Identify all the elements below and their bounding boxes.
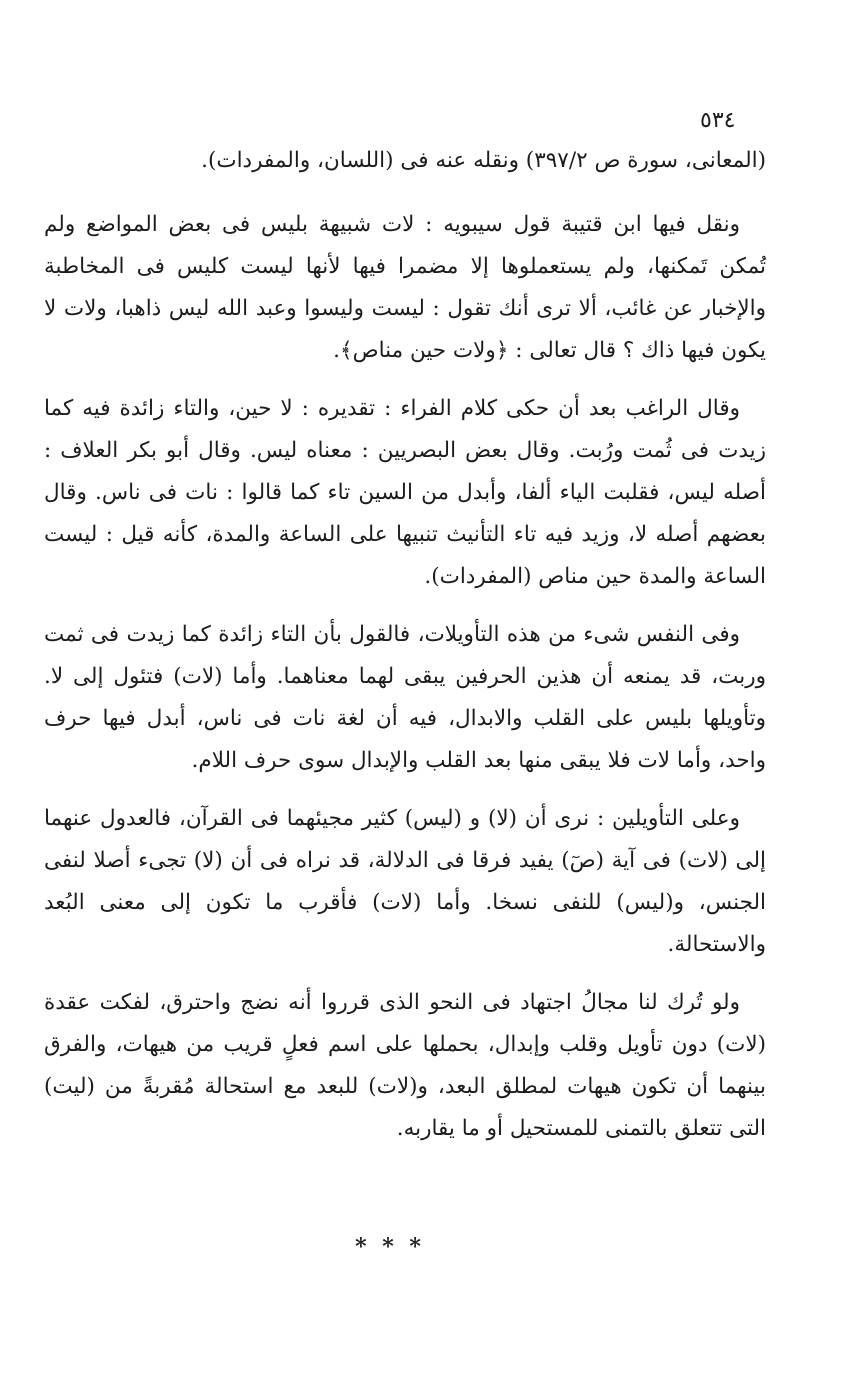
paragraph-raghib: وقال الراغب بعد أن حكى كلام الفراء : تقديره : لا حين، والتاء زائدة فيه كما زيدت فى ثُمت ورُبت. وقال بعض البصريين : معناه ليس. وقال أبو بكر العلاف : أصله ليس، فقلبت الياء ألفا، وأبدل من السين تاء كما قالوا : نات فى ناس. وقال بعضهم أصله لا، وزيد فيه تاء التأنيث تنبيها على الساعة والمدة، كأنه قيل : ليست الساعة والمدة حين مناص (المفردات).: [44, 396, 766, 589]
paragraph-citation: (المعانى، سورة ص ٣٩٧/٢) ونقله عنه فى (اللسان، والمفردات).: [201, 148, 766, 173]
paragraph-two-interpretations: وعلى التأويلين : نرى أن (لا) و (ليس) كثير مجيئهما فى القرآن، فالعدول عنهما إلى (لات) فى آية (صٓ) يفيد فرقا فى الدلالة، قد نراه فى أن (لا) تجىء أصلا لنفى الجنس، و(ليس) للنفى نسخا. وأما (لات) فأقرب ما تكون إلى معنى البُعد والاستحالة.: [44, 806, 766, 957]
page-number: ٥٣٤: [700, 108, 736, 133]
paragraph-critique: وفى النفس شىء من هذه التأويلات، فالقول بأن التاء زائدة كما زيدت فى ثمت وربت، قد يمنعه أن هذين الحرفين يبقى لهما معناهما. وأما (لات) فتئول إلى لا. وتأويلها بليس على القلب والابدال، فيه أن لغة نات فى ناس، أبدل فيها حرف واحد، وأما لات فلا يبقى منها بعد القلب والإبدال سوى حرف اللام.: [44, 622, 766, 773]
section-separator: * * *: [355, 1234, 425, 1260]
paragraph-conclusion: ولو تُرك لنا مجالُ اجتهاد فى النحو الذى قرروا أنه نضج واحترق، لفكت عقدة (لات) دون تأويل وقلب وإبدال، بحملها على اسم فعلٍ قريب من هيهات، والفرق بينهما أن تكون هيهات لمطلق البعد، و(لات) للبعد مع استحالة مُقربةً من (ليت) التى تتعلق بالتمنى للمستحيل أو ما يقاربه.: [44, 990, 766, 1141]
paragraph-ibn-qutaiba: ونقل فيها ابن قتيبة قول سيبويه : لات شبيهة بليس فى بعض المواضع ولم تُمكن تَمكنها، ولم يستعملوها إلا مضمرا فيها لأنها ليست كليس فى المخاطبة والإخبار عن غائب، ألا ترى أنك تقول : ليست وليسوا وعبد الله ليس ذاهبا، ولات لا يكون فيها ذاك ؟ قال تعالى : ﴿ولات حين مناص﴾.: [44, 212, 766, 363]
page-body: [44, 140, 766, 1166]
